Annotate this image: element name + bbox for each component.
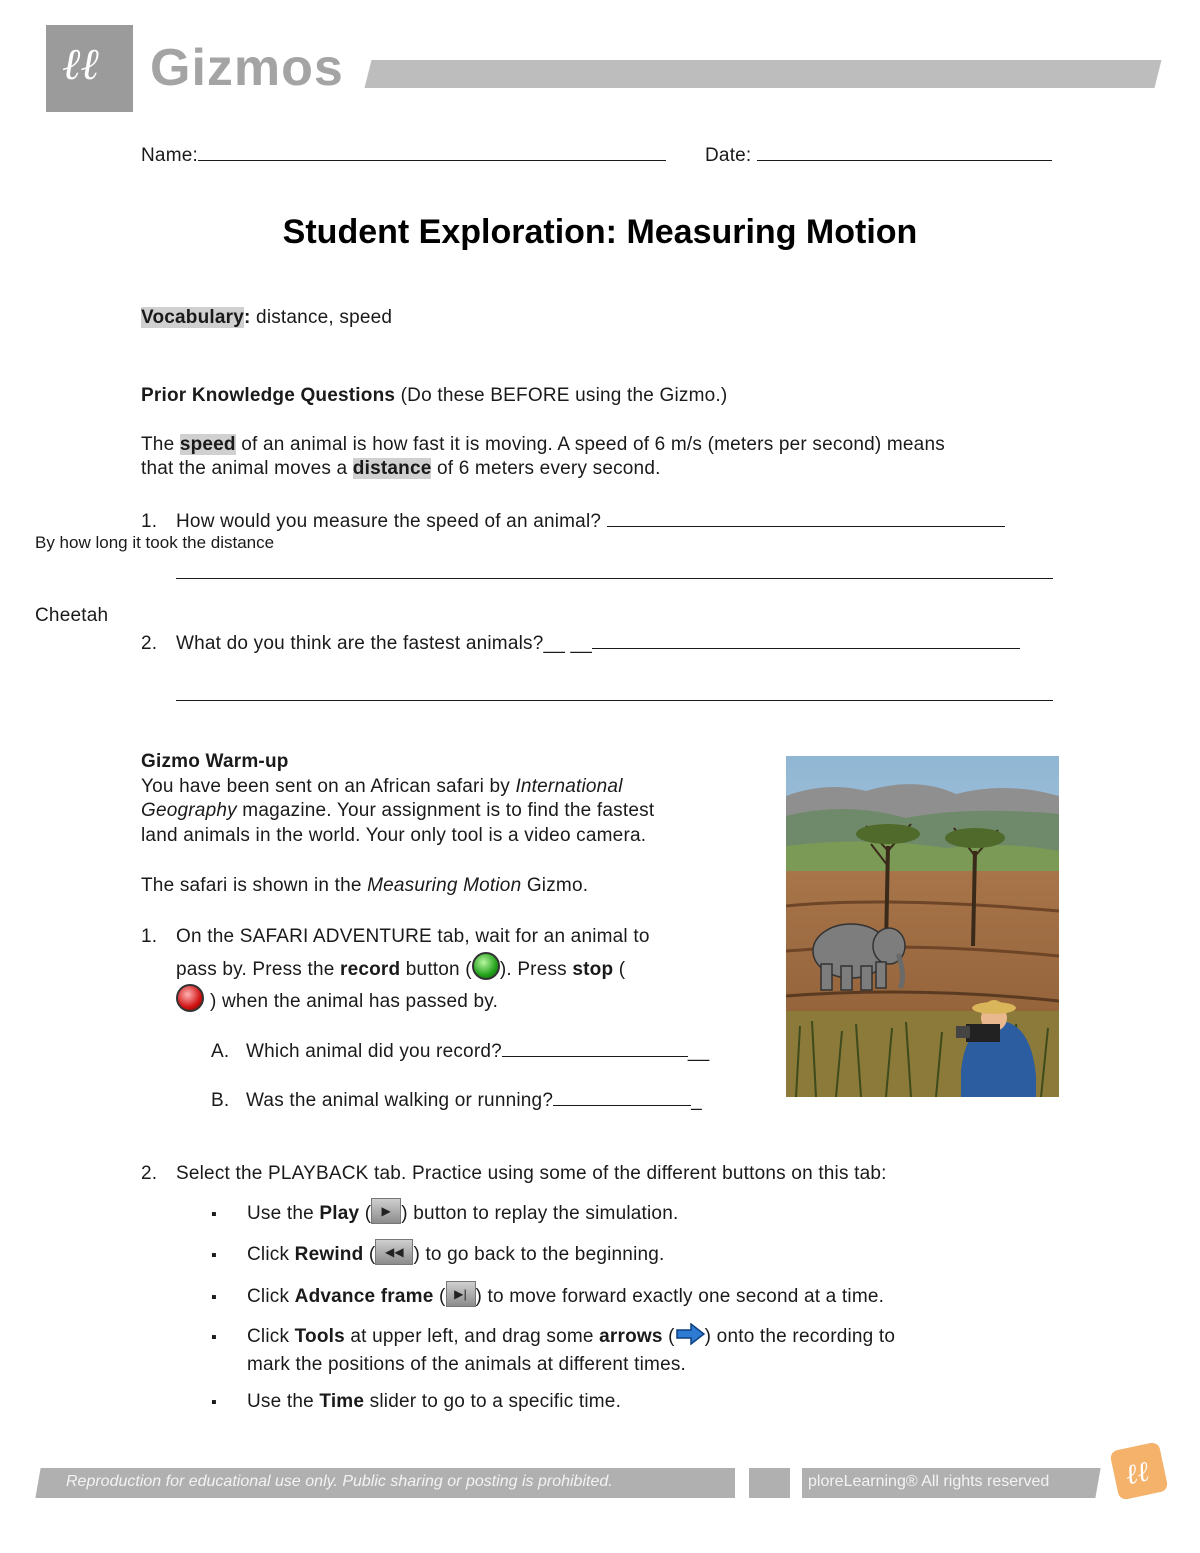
explorelearning-logo (46, 25, 133, 112)
answer-line[interactable] (176, 700, 1053, 701)
warmup-line-1: You have been sent on an African safari by International (141, 776, 623, 797)
play-icon: ▶ (371, 1198, 401, 1224)
explorelearning-footer-logo (1108, 1440, 1170, 1502)
name-label: Name: (141, 145, 198, 166)
rewind-icon: ◀◀ (375, 1239, 413, 1265)
answer-filler: __ __ (543, 633, 593, 654)
prior-heading: Prior Knowledge Questions (141, 385, 396, 406)
brand-name: Gizmos (150, 39, 344, 97)
warmup-line-4: The safari is shown in the Measuring Motion Gizmo. (141, 875, 589, 896)
answer-1[interactable]: By how long it took the distance (35, 533, 275, 552)
safari-illustration (786, 756, 1059, 1097)
step-1: 1. On the SAFARI ADVENTURE tab, wait for an animal to (141, 926, 650, 947)
question-1b: B. Was the animal walking or running? _ (211, 1087, 702, 1113)
question-text: What do you think are the fastest animals? (176, 633, 544, 654)
bullet-tools: ▪ Click Tools at upper left, and drag some arrows ( ) onto the recording to (211, 1325, 895, 1350)
question-2 (141, 630, 1020, 656)
vocabulary-terms: distance, speed (256, 307, 393, 328)
record-button-icon (472, 952, 500, 980)
question-1 (141, 508, 1005, 534)
warmup-line-3: land animals in the world. Your only tool is a video camera. (141, 825, 647, 846)
bullet-tools-line-2: mark the positions of the animals at different times. (247, 1354, 687, 1375)
vocabulary-label: Vocabulary (141, 307, 245, 328)
bullet-advance-frame: ▪ Click Advance frame ( ▶| ) to move forward exactly one second at a time. (211, 1284, 884, 1310)
prior-note: (Do these BEFORE using the Gizmo.) (400, 385, 728, 406)
speed-term: speed (179, 434, 236, 455)
warmup-heading: Gizmo Warm-up (141, 751, 289, 772)
svg-text:ℓℓ: ℓℓ (1122, 1454, 1152, 1492)
bullet-time: ▪ Use the Time slider to go to a specific time. (211, 1391, 622, 1412)
date-label: Date: (705, 145, 752, 166)
stop-button-icon (176, 984, 204, 1012)
warmup-line-2: Geography magazine. Your assignment is to find the fastest (141, 800, 655, 821)
page-title: Student Exploration: Measuring Motion (282, 213, 918, 251)
question-number: 1. (141, 511, 158, 532)
answer-line[interactable] (176, 578, 1053, 579)
step-2: 2. Select the PLAYBACK tab. Practice using some of the different buttons on this tab: (141, 1163, 887, 1184)
question-number: 2. (141, 633, 158, 654)
distance-term: distance (352, 458, 432, 479)
arrow-tool-icon (675, 1323, 705, 1345)
prior-knowledge-heading (141, 384, 727, 408)
prior-intro-line-1: The speed of an animal is how fast it is moving. A speed of 6 m/s (meters per second) means (141, 434, 945, 455)
step-number: 2. (141, 1163, 158, 1184)
answer-2[interactable]: Cheetah (35, 605, 109, 626)
date-line[interactable] (757, 142, 1052, 161)
logo-glyph: ℓℓ (62, 39, 99, 90)
name-line[interactable] (198, 142, 666, 161)
vocabulary-line: Vocabulary: distance, speed (141, 307, 393, 328)
footer-disclaimer: Reproduction for educational use only. Public sharing or posting is prohibited. (66, 1473, 613, 1490)
step-1-line-2: pass by. Press the record button ( ). Press stop ( (176, 956, 625, 984)
name-field[interactable] (141, 142, 666, 168)
step-number: 1. (141, 926, 158, 947)
bullet-rewind: ▪ Click Rewind ( ◀◀ ) to go back to the beginning. (211, 1242, 665, 1268)
prior-intro-line-2: that the animal moves a distance of 6 meters every second. (141, 458, 661, 479)
answer-line[interactable] (607, 508, 1005, 527)
header-bar (365, 60, 1162, 88)
footer-copyright: ploreLearning® All rights reserved (808, 1473, 1050, 1490)
advance-frame-icon: ▶| (446, 1281, 476, 1307)
answer-line[interactable] (502, 1038, 688, 1057)
question-1a: A. Which animal did you record? __ (211, 1038, 709, 1064)
question-text: How would you measure the speed of an animal? (176, 511, 602, 532)
answer-line[interactable] (592, 630, 1020, 649)
bullet-play: ▪ Use the Play ( ▶ ) button to replay the simulation. (211, 1201, 678, 1227)
date-field[interactable] (705, 142, 1052, 168)
step-1-line-3: ) when the animal has passed by. (176, 988, 498, 1016)
answer-line[interactable] (553, 1087, 691, 1106)
